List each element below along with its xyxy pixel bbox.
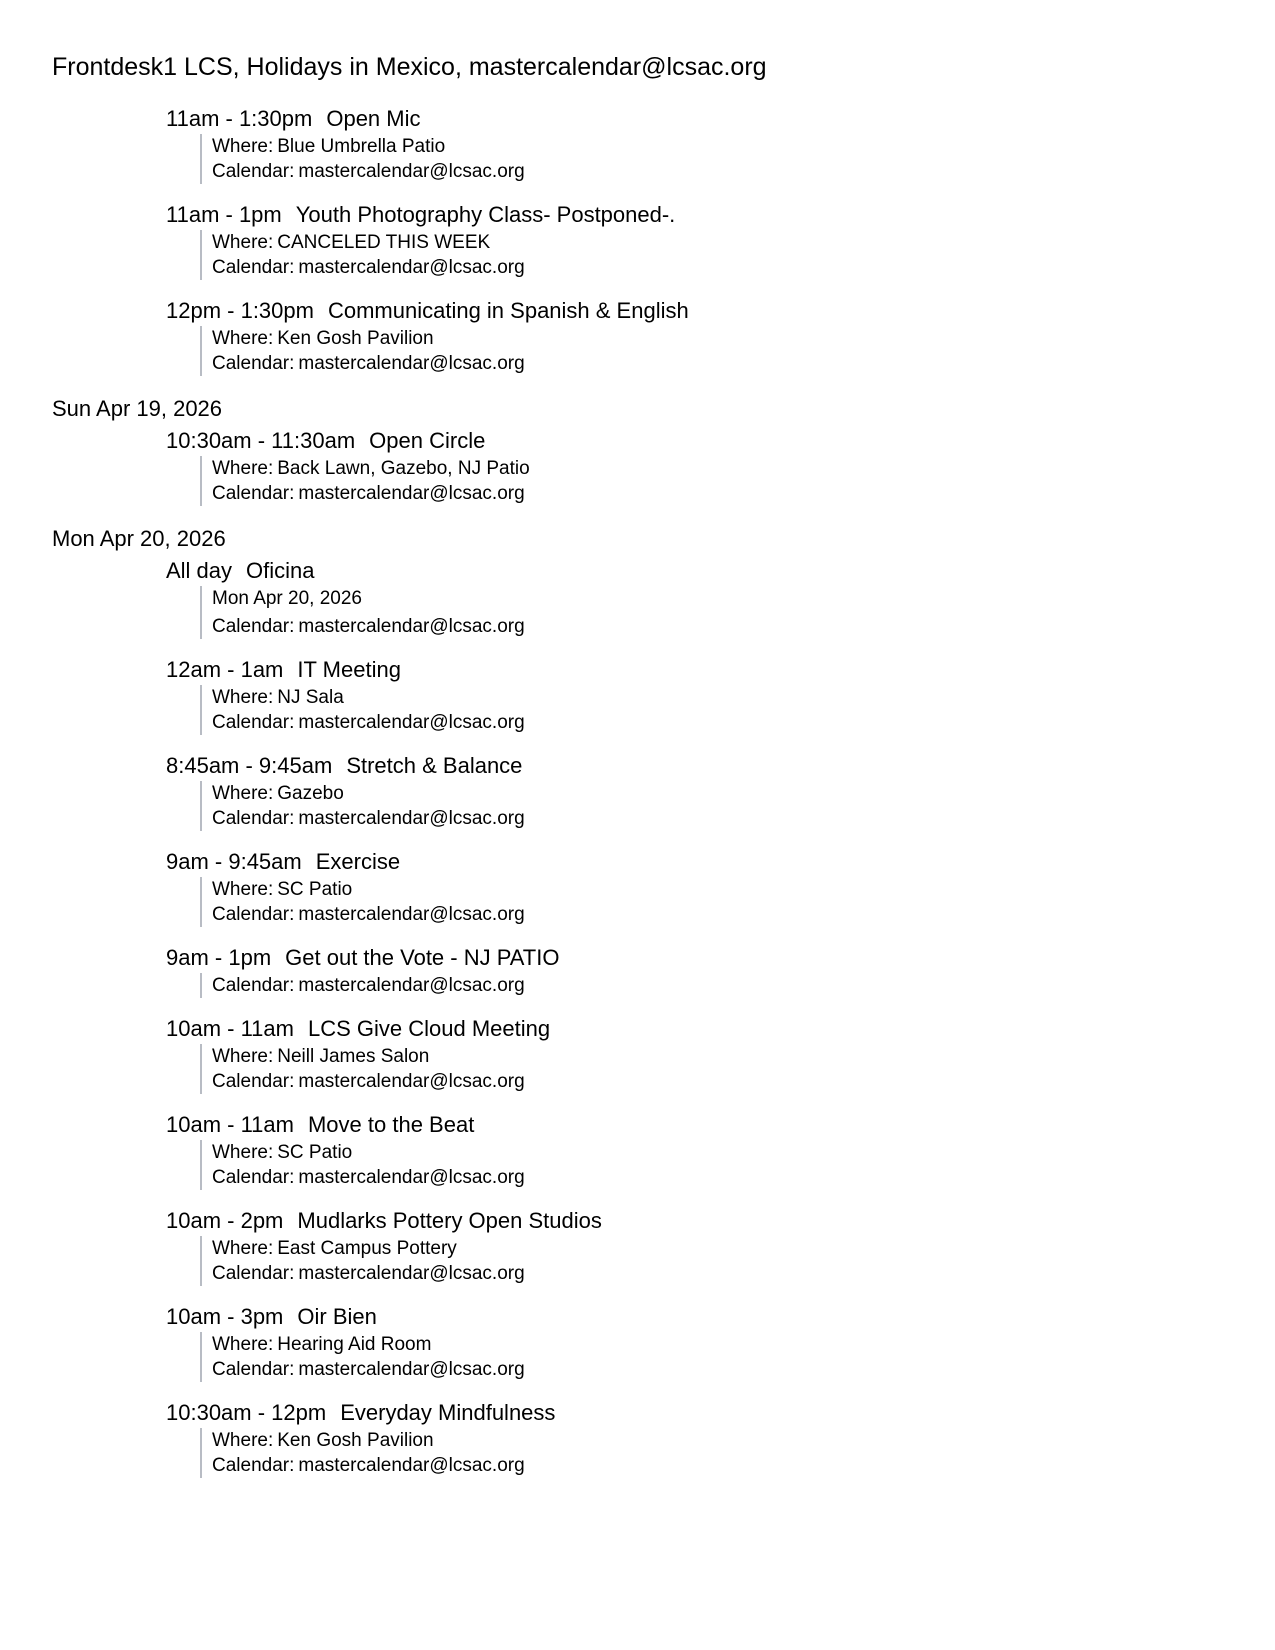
event-item[interactable] [166, 426, 1275, 506]
event-item[interactable] [166, 1398, 1275, 1478]
event-location: Neill James Salon [277, 1046, 430, 1067]
event-calendar-row [212, 806, 1275, 831]
event-location: CANCELED THIS WEEK [277, 232, 491, 253]
event-summary [166, 751, 1275, 781]
event-calendar-row [212, 614, 1275, 639]
event-details [200, 1428, 1275, 1478]
where-label: Where: [212, 232, 274, 253]
event-title[interactable]: Youth Photography Class- Postponed-. [295, 202, 676, 227]
event-location: Ken Gosh Pavilion [277, 1430, 434, 1451]
event-item[interactable] [166, 104, 1275, 184]
event-summary [166, 200, 1275, 230]
event-location: Hearing Aid Room [277, 1334, 432, 1355]
event-location-row [212, 1140, 1275, 1165]
event-calendar: mastercalendar@lcsac.org [298, 808, 525, 829]
event-title[interactable]: Mudlarks Pottery Open Studios [297, 1208, 602, 1233]
calendar-label: Calendar: [212, 1167, 295, 1188]
event-item[interactable] [166, 751, 1275, 831]
event-summary [166, 1014, 1275, 1044]
calendar-label: Calendar: [212, 975, 295, 996]
agenda-list [0, 104, 1275, 1494]
event-time: 10am - 3pm [166, 1304, 284, 1329]
event-location-row [212, 134, 1275, 159]
event-title[interactable]: Everyday Mindfulness [340, 1400, 556, 1425]
event-calendar: mastercalendar@lcsac.org [298, 712, 525, 733]
event-summary [166, 847, 1275, 877]
event-item[interactable] [166, 296, 1275, 376]
calendar-label: Calendar: [212, 1359, 295, 1380]
event-time: 10:30am - 12pm [166, 1400, 327, 1425]
event-details [200, 781, 1275, 831]
event-title[interactable]: Oficina [246, 558, 315, 583]
event-time: 12pm - 1:30pm [166, 298, 314, 323]
day-group [0, 104, 1275, 376]
event-location-row [212, 1332, 1275, 1357]
where-label: Where: [212, 1334, 274, 1355]
day-group [0, 524, 1275, 1478]
event-summary [166, 1398, 1275, 1428]
event-item[interactable] [166, 943, 1275, 998]
where-label: Where: [212, 136, 274, 157]
event-calendar: mastercalendar@lcsac.org [298, 616, 525, 637]
calendar-label: Calendar: [212, 1455, 295, 1476]
event-time: 10:30am - 11:30am [166, 428, 356, 453]
event-item[interactable] [166, 1014, 1275, 1094]
calendar-label: Calendar: [212, 808, 295, 829]
where-label: Where: [212, 1142, 274, 1163]
event-summary [166, 655, 1275, 685]
day-heading: Sun Apr 19, 2026 [52, 396, 223, 421]
calendar-title: Frontdesk1 LCS, Holidays in Mexico, mastercalendar@lcsac.org [52, 53, 767, 81]
event-item[interactable] [166, 556, 1275, 639]
event-location-row [212, 1236, 1275, 1261]
event-summary [166, 1110, 1275, 1140]
event-title[interactable]: Get out the Vote - NJ PATIO [285, 945, 560, 970]
event-details [200, 230, 1275, 280]
event-calendar: mastercalendar@lcsac.org [298, 1071, 525, 1092]
event-item[interactable] [166, 200, 1275, 280]
event-summary [166, 426, 1275, 456]
event-calendar: mastercalendar@lcsac.org [298, 904, 525, 925]
event-summary [166, 296, 1275, 326]
calendar-label: Calendar: [212, 353, 295, 374]
event-date: Mon Apr 20, 2026 [212, 588, 362, 609]
event-details [200, 1332, 1275, 1382]
event-details [200, 1236, 1275, 1286]
event-time: 9am - 1pm [166, 945, 272, 970]
event-time: 8:45am - 9:45am [166, 753, 333, 778]
calendar-label: Calendar: [212, 483, 295, 504]
where-label: Where: [212, 1238, 274, 1259]
where-label: Where: [212, 458, 274, 479]
event-location: SC Patio [277, 1142, 353, 1163]
event-calendar: mastercalendar@lcsac.org [298, 257, 525, 278]
event-item[interactable] [166, 1206, 1275, 1286]
event-item[interactable] [166, 1302, 1275, 1382]
event-title[interactable]: Open Mic [326, 106, 421, 131]
event-location-row [212, 685, 1275, 710]
event-location-row [212, 1428, 1275, 1453]
calendar-label: Calendar: [212, 712, 295, 733]
event-location: Gazebo [277, 783, 344, 804]
event-details [200, 877, 1275, 927]
event-title[interactable]: Oir Bien [297, 1304, 377, 1329]
event-summary [166, 104, 1275, 134]
event-item[interactable] [166, 847, 1275, 927]
event-title[interactable]: Stretch & Balance [346, 753, 523, 778]
event-summary [166, 556, 1275, 586]
event-location: East Campus Pottery [277, 1238, 457, 1259]
event-item[interactable] [166, 655, 1275, 735]
event-time: 11am - 1:30pm [166, 106, 313, 131]
event-details [200, 973, 1275, 998]
event-location-row [212, 1044, 1275, 1069]
event-details [200, 134, 1275, 184]
where-label: Where: [212, 783, 274, 804]
event-time: 9am - 9:45am [166, 849, 302, 874]
event-calendar-row [212, 902, 1275, 927]
event-calendar-row [212, 1069, 1275, 1094]
event-calendar: mastercalendar@lcsac.org [298, 161, 525, 182]
event-location: Back Lawn, Gazebo, NJ Patio [277, 458, 530, 479]
event-calendar-row [212, 1165, 1275, 1190]
calendar-label: Calendar: [212, 161, 295, 182]
event-title[interactable]: Exercise [315, 849, 401, 874]
event-location: Ken Gosh Pavilion [277, 328, 434, 349]
event-location-row [212, 781, 1275, 806]
day-heading: Mon Apr 20, 2026 [52, 526, 226, 551]
event-details [200, 586, 1275, 639]
event-details [200, 1140, 1275, 1190]
event-calendar-row [212, 1261, 1275, 1286]
event-summary [166, 943, 1275, 973]
event-location-row [212, 877, 1275, 902]
event-time: 10am - 11am [166, 1112, 294, 1137]
event-location: NJ Sala [277, 687, 344, 708]
day-group [0, 394, 1275, 506]
event-calendar-row [212, 255, 1275, 280]
calendar-label: Calendar: [212, 616, 295, 637]
event-summary [166, 1302, 1275, 1332]
event-time: 10am - 11am [166, 1016, 294, 1041]
event-calendar-row [212, 1357, 1275, 1382]
event-details [200, 326, 1275, 376]
event-details [200, 1044, 1275, 1094]
event-time: 11am - 1pm [166, 202, 282, 227]
where-label: Where: [212, 328, 274, 349]
calendar-label: Calendar: [212, 904, 295, 925]
event-location-row [212, 326, 1275, 351]
event-calendar: mastercalendar@lcsac.org [298, 975, 525, 996]
calendar-label: Calendar: [212, 1071, 295, 1092]
event-location: SC Patio [277, 879, 353, 900]
event-location: Blue Umbrella Patio [277, 136, 446, 157]
where-label: Where: [212, 879, 274, 900]
event-calendar: mastercalendar@lcsac.org [298, 1167, 525, 1188]
event-summary [166, 1206, 1275, 1236]
where-label: Where: [212, 687, 274, 708]
event-calendar: mastercalendar@lcsac.org [298, 1359, 525, 1380]
event-title[interactable]: Open Circle [369, 428, 486, 453]
where-label: Where: [212, 1430, 274, 1451]
event-title[interactable]: IT Meeting [297, 657, 401, 682]
calendar-label: Calendar: [212, 257, 295, 278]
event-location-row [212, 230, 1275, 255]
event-calendar: mastercalendar@lcsac.org [298, 1263, 525, 1284]
event-calendar-row [212, 159, 1275, 184]
event-details [200, 456, 1275, 506]
event-calendar: mastercalendar@lcsac.org [298, 483, 525, 504]
where-label: Where: [212, 1046, 274, 1067]
event-details [200, 685, 1275, 735]
event-title[interactable]: LCS Give Cloud Meeting [307, 1016, 551, 1041]
event-calendar-row [212, 973, 1275, 998]
event-time: 12am - 1am [166, 657, 284, 682]
event-calendar: mastercalendar@lcsac.org [298, 353, 525, 374]
event-calendar-row [212, 710, 1275, 735]
event-time: 10am - 2pm [166, 1208, 284, 1233]
event-calendar: mastercalendar@lcsac.org [298, 1455, 525, 1476]
event-title[interactable]: Move to the Beat [307, 1112, 475, 1137]
event-location-row [212, 456, 1275, 481]
event-calendar-row [212, 1453, 1275, 1478]
event-calendar-row [212, 481, 1275, 506]
event-calendar-row [212, 351, 1275, 376]
event-title[interactable]: Communicating in Spanish & English [327, 298, 689, 323]
event-time: All day [166, 558, 233, 583]
event-item[interactable] [166, 1110, 1275, 1190]
calendar-label: Calendar: [212, 1263, 295, 1284]
